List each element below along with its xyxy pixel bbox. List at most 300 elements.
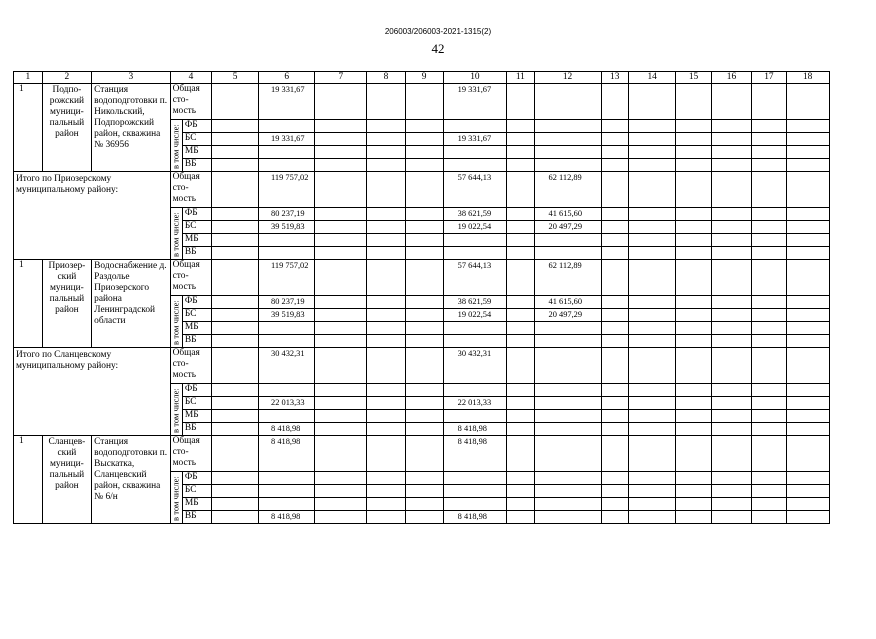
- cell-col-16: [711, 247, 752, 260]
- in-total-text: в том числе:: [170, 388, 181, 433]
- cell-col-5: [212, 335, 259, 348]
- cell-col-9: [405, 260, 443, 296]
- cell-col-11: [507, 120, 534, 133]
- column-header-8: 8: [367, 72, 405, 84]
- cell-col-13: [601, 498, 628, 511]
- cell-col-10: 19 022,54: [443, 309, 506, 322]
- cell-col-18: [786, 260, 829, 296]
- cell-col-12: [534, 247, 601, 260]
- cell-col-15: [676, 397, 711, 410]
- cell-col-6: [259, 322, 315, 335]
- column-header-10: 10: [443, 72, 506, 84]
- cell-col-8: [367, 296, 405, 309]
- cell-col-9: [405, 146, 443, 159]
- cell-col-12: [534, 410, 601, 423]
- cell-col-11: [507, 247, 534, 260]
- itogo-total-row: [14, 172, 876, 208]
- cell-col-5: [212, 397, 259, 410]
- cell-col-10: 38 621,59: [443, 296, 506, 309]
- cell-col-9: [405, 133, 443, 146]
- cell-col-12: [534, 146, 601, 159]
- in-total-vertical-label: [170, 208, 182, 260]
- cell-col-10: [443, 335, 506, 348]
- cell-col-13: [601, 296, 628, 309]
- cell-col-8: [367, 120, 405, 133]
- funding-source-mb: МБ: [182, 498, 211, 511]
- cell-col-10: [443, 384, 506, 397]
- cell-col-11: [507, 234, 534, 247]
- column-header-9: 9: [405, 72, 443, 84]
- cell-col-9: [405, 172, 443, 208]
- cell-col-7: [315, 511, 367, 524]
- cell-col-10: 8 418,98: [443, 511, 506, 524]
- cell-col-17: [752, 384, 786, 397]
- cell-col-18: [786, 221, 829, 234]
- cell-col-17: [752, 172, 786, 208]
- cell-col-12: [534, 335, 601, 348]
- cell-col-16: [711, 234, 752, 247]
- total-cost-label: Общая сто-мость: [170, 348, 212, 384]
- cell-col-7: [315, 309, 367, 322]
- cell-col-16: [711, 172, 752, 208]
- cell-col-16: [711, 322, 752, 335]
- cell-col-14: [628, 234, 675, 247]
- cell-col-17: [752, 335, 786, 348]
- cell-col-13: [601, 120, 628, 133]
- cell-col-17: [752, 423, 786, 436]
- cell-col-12: [534, 511, 601, 524]
- cell-col-6: 22 013,33: [259, 397, 315, 410]
- cell-col-13: [601, 322, 628, 335]
- funding-source-mb: МБ: [182, 146, 211, 159]
- cell-col-7: [315, 146, 367, 159]
- cell-col-6: [259, 335, 315, 348]
- cell-col-7: [315, 260, 367, 296]
- cell-col-14: [628, 410, 675, 423]
- cell-col-17: [752, 498, 786, 511]
- cell-col-7: [315, 335, 367, 348]
- cell-col-18: [786, 397, 829, 410]
- cell-col-10: [443, 159, 506, 172]
- column-header-15: 15: [676, 72, 711, 84]
- cell-col-6: [259, 159, 315, 172]
- district-name: Сланцев-ский муници-пальный район: [42, 436, 92, 524]
- cell-col-10: [443, 247, 506, 260]
- cell-col-11: [507, 296, 534, 309]
- cell-col-14: [628, 84, 675, 120]
- total-cost-label: Общая сто-мость: [170, 436, 212, 472]
- cell-col-10: 57 644,13: [443, 260, 506, 296]
- cell-col-7: [315, 221, 367, 234]
- cell-col-14: [628, 120, 675, 133]
- cell-col-6: [259, 146, 315, 159]
- cell-col-8: [367, 260, 405, 296]
- cell-col-14: [628, 335, 675, 348]
- cell-col-15: [676, 133, 711, 146]
- cell-col-8: [367, 172, 405, 208]
- cell-col-15: [676, 348, 711, 384]
- cell-col-6: 39 519,83: [259, 221, 315, 234]
- cell-col-9: [405, 84, 443, 120]
- cell-col-7: [315, 397, 367, 410]
- funding-source-fb: ФБ: [182, 384, 211, 397]
- object-total-row: [14, 84, 876, 120]
- cell-col-9: [405, 397, 443, 410]
- cell-col-12: 62 112,89: [534, 172, 601, 208]
- cell-col-7: [315, 322, 367, 335]
- cell-col-15: [676, 146, 711, 159]
- column-header-13: 13: [601, 72, 628, 84]
- cell-col-8: [367, 84, 405, 120]
- cell-col-12: [534, 397, 601, 410]
- cell-col-8: [367, 384, 405, 397]
- cell-col-10: 57 644,13: [443, 172, 506, 208]
- cell-col-15: [676, 296, 711, 309]
- cell-col-10: 30 432,31: [443, 348, 506, 384]
- cell-col-14: [628, 397, 675, 410]
- cell-col-10: 19 022,54: [443, 221, 506, 234]
- cell-col-13: [601, 410, 628, 423]
- cell-col-7: [315, 247, 367, 260]
- cell-col-8: [367, 423, 405, 436]
- cell-col-11: [507, 511, 534, 524]
- cell-col-14: [628, 208, 675, 221]
- cell-col-18: [786, 309, 829, 322]
- funding-source-fb: ФБ: [182, 208, 211, 221]
- cell-col-10: [443, 485, 506, 498]
- cell-col-17: [752, 120, 786, 133]
- cell-col-18: [786, 410, 829, 423]
- cell-col-6: 80 237,19: [259, 296, 315, 309]
- total-cost-label: Общая сто-мость: [170, 84, 212, 120]
- funding-source-bs: БС: [182, 485, 211, 498]
- cell-col-17: [752, 348, 786, 384]
- cell-col-9: [405, 120, 443, 133]
- cell-col-18: [786, 511, 829, 524]
- cell-col-18: [786, 423, 829, 436]
- cell-col-13: [601, 172, 628, 208]
- funding-source-fb: ФБ: [182, 472, 211, 485]
- cell-col-14: [628, 221, 675, 234]
- cell-col-18: [786, 159, 829, 172]
- cell-col-13: [601, 397, 628, 410]
- cell-col-9: [405, 296, 443, 309]
- cell-col-7: [315, 133, 367, 146]
- cell-col-13: [601, 511, 628, 524]
- total-cost-label: Общая сто-мость: [170, 260, 212, 296]
- cell-col-15: [676, 208, 711, 221]
- cell-col-16: [711, 423, 752, 436]
- cell-col-5: [212, 322, 259, 335]
- cell-col-14: [628, 485, 675, 498]
- funding-source-mb: МБ: [182, 322, 211, 335]
- cell-col-6: 39 519,83: [259, 309, 315, 322]
- cell-col-13: [601, 485, 628, 498]
- cell-col-5: [212, 472, 259, 485]
- cell-col-12: [534, 348, 601, 384]
- funding-source-bs: БС: [182, 309, 211, 322]
- cell-col-15: [676, 423, 711, 436]
- cell-col-7: [315, 436, 367, 472]
- cell-col-18: [786, 133, 829, 146]
- cell-col-13: [601, 84, 628, 120]
- funding-source-mb: МБ: [182, 410, 211, 423]
- cell-col-9: [405, 384, 443, 397]
- cell-col-13: [601, 335, 628, 348]
- cell-col-5: [212, 436, 259, 472]
- column-header-18: 18: [786, 72, 829, 84]
- object-name: Водоснабжение д. Раздолье Приозерского района Ленинградской области: [92, 260, 170, 348]
- cell-col-7: [315, 498, 367, 511]
- cell-col-7: [315, 159, 367, 172]
- cell-col-12: [534, 498, 601, 511]
- cell-col-15: [676, 335, 711, 348]
- table-body: [14, 72, 876, 524]
- cell-col-18: [786, 322, 829, 335]
- cell-col-11: [507, 309, 534, 322]
- cell-col-13: [601, 260, 628, 296]
- cell-col-16: [711, 348, 752, 384]
- total-cost-label: Общая сто-мость: [170, 172, 212, 208]
- cell-col-8: [367, 511, 405, 524]
- row-number: 1: [14, 260, 43, 348]
- cell-col-6: [259, 247, 315, 260]
- cell-col-16: [711, 260, 752, 296]
- cell-col-10: 19 331,67: [443, 84, 506, 120]
- cell-col-10: 8 418,98: [443, 436, 506, 472]
- cell-col-8: [367, 335, 405, 348]
- cell-col-7: [315, 172, 367, 208]
- funding-source-vb: ВБ: [182, 423, 211, 436]
- cell-col-10: [443, 472, 506, 485]
- cell-col-18: [786, 485, 829, 498]
- cell-col-9: [405, 221, 443, 234]
- page-number: 42: [431, 41, 445, 56]
- cell-col-17: [752, 397, 786, 410]
- cell-col-6: [259, 485, 315, 498]
- cell-col-5: [212, 498, 259, 511]
- cell-col-5: [212, 221, 259, 234]
- cell-col-10: 8 418,98: [443, 423, 506, 436]
- cell-col-8: [367, 146, 405, 159]
- cell-col-12: 62 112,89: [534, 260, 601, 296]
- cell-col-18: [786, 208, 829, 221]
- cell-col-11: [507, 335, 534, 348]
- cell-col-10: 22 013,33: [443, 397, 506, 410]
- cell-col-6: [259, 498, 315, 511]
- cell-col-16: [711, 133, 752, 146]
- cell-col-9: [405, 423, 443, 436]
- cell-col-11: [507, 322, 534, 335]
- cell-col-5: [212, 120, 259, 133]
- cell-col-11: [507, 410, 534, 423]
- cell-col-12: [534, 384, 601, 397]
- cell-col-18: [786, 436, 829, 472]
- cell-col-10: 38 621,59: [443, 208, 506, 221]
- cell-col-6: 119 757,02: [259, 172, 315, 208]
- funding-source-vb: ВБ: [182, 159, 211, 172]
- object-name: Станция водоподготовки п. Никольский, Подпорожский район, скважина № 36956: [92, 84, 170, 172]
- cell-col-8: [367, 247, 405, 260]
- cell-col-15: [676, 159, 711, 172]
- cell-col-15: [676, 436, 711, 472]
- cell-col-11: [507, 260, 534, 296]
- cell-col-10: [443, 498, 506, 511]
- cell-col-13: [601, 423, 628, 436]
- funding-source-bs: БС: [182, 221, 211, 234]
- cell-col-18: [786, 335, 829, 348]
- cell-col-6: [259, 234, 315, 247]
- cell-col-17: [752, 234, 786, 247]
- cell-col-11: [507, 384, 534, 397]
- cell-col-14: [628, 247, 675, 260]
- cell-col-12: [534, 133, 601, 146]
- in-total-text: в том числе:: [170, 124, 181, 169]
- district-name: Приозер-ский муници-пальный район: [42, 260, 92, 348]
- cell-col-6: [259, 120, 315, 133]
- cell-col-13: [601, 384, 628, 397]
- cell-col-16: [711, 498, 752, 511]
- cell-col-11: [507, 498, 534, 511]
- cell-col-18: [786, 84, 829, 120]
- cell-col-14: [628, 296, 675, 309]
- funding-source-vb: ВБ: [182, 511, 211, 524]
- cell-col-14: [628, 348, 675, 384]
- cell-col-11: [507, 159, 534, 172]
- cell-col-5: [212, 172, 259, 208]
- column-header-12: 12: [534, 72, 601, 84]
- cell-col-14: [628, 309, 675, 322]
- cell-col-17: [752, 84, 786, 120]
- cell-col-13: [601, 348, 628, 384]
- cell-col-17: [752, 309, 786, 322]
- column-header-17: 17: [752, 72, 786, 84]
- cell-col-15: [676, 498, 711, 511]
- cell-col-17: [752, 159, 786, 172]
- cell-col-12: [534, 436, 601, 472]
- cell-col-12: 41 615,60: [534, 208, 601, 221]
- cell-col-8: [367, 485, 405, 498]
- cell-col-12: [534, 84, 601, 120]
- cell-col-15: [676, 221, 711, 234]
- cell-col-12: [534, 120, 601, 133]
- cell-col-17: [752, 260, 786, 296]
- cell-col-13: [601, 133, 628, 146]
- cell-col-18: [786, 498, 829, 511]
- cell-col-10: [443, 146, 506, 159]
- object-total-row: [14, 260, 876, 296]
- cell-col-17: [752, 322, 786, 335]
- cell-col-8: [367, 159, 405, 172]
- cell-col-6: 119 757,02: [259, 260, 315, 296]
- cell-col-11: [507, 133, 534, 146]
- cell-col-5: [212, 296, 259, 309]
- cell-col-18: [786, 172, 829, 208]
- cell-col-5: [212, 234, 259, 247]
- cell-col-16: [711, 335, 752, 348]
- cell-col-18: [786, 472, 829, 485]
- cell-col-5: [212, 423, 259, 436]
- column-header-1: 1: [14, 72, 43, 84]
- cell-col-5: [212, 260, 259, 296]
- cell-col-14: [628, 260, 675, 296]
- column-header-16: 16: [711, 72, 752, 84]
- cell-col-9: [405, 322, 443, 335]
- column-header-14: 14: [628, 72, 675, 84]
- cell-col-8: [367, 498, 405, 511]
- cell-col-7: [315, 485, 367, 498]
- cell-col-12: [534, 234, 601, 247]
- funding-source-fb: ФБ: [182, 120, 211, 133]
- cell-col-11: [507, 436, 534, 472]
- column-header-6: 6: [259, 72, 315, 84]
- cell-col-12: [534, 322, 601, 335]
- cell-col-16: [711, 159, 752, 172]
- cell-col-10: 19 331,67: [443, 133, 506, 146]
- header-row: [14, 72, 876, 84]
- cell-col-16: [711, 384, 752, 397]
- cell-col-8: [367, 309, 405, 322]
- cell-col-12: [534, 159, 601, 172]
- cell-col-8: [367, 397, 405, 410]
- cell-col-17: [752, 247, 786, 260]
- cell-col-13: [601, 146, 628, 159]
- cell-col-6: 8 418,98: [259, 423, 315, 436]
- cell-col-17: [752, 485, 786, 498]
- cell-col-5: [212, 485, 259, 498]
- cell-col-14: [628, 146, 675, 159]
- funding-source-vb: ВБ: [182, 247, 211, 260]
- cell-col-8: [367, 234, 405, 247]
- cell-col-7: [315, 348, 367, 384]
- cell-col-15: [676, 322, 711, 335]
- column-header-4: 4: [170, 72, 212, 84]
- budget-table: [13, 71, 876, 524]
- cell-col-13: [601, 436, 628, 472]
- in-total-text: в том числе:: [170, 476, 181, 521]
- cell-col-16: [711, 221, 752, 234]
- cell-col-7: [315, 296, 367, 309]
- funding-source-bs: БС: [182, 397, 211, 410]
- row-number: 1: [14, 436, 43, 524]
- column-header-5: 5: [212, 72, 259, 84]
- cell-col-16: [711, 436, 752, 472]
- cell-col-18: [786, 247, 829, 260]
- column-header-3: 3: [92, 72, 170, 84]
- in-total-text: в том числе:: [170, 212, 181, 257]
- cell-col-11: [507, 208, 534, 221]
- cell-col-14: [628, 384, 675, 397]
- cell-col-15: [676, 234, 711, 247]
- cell-col-18: [786, 146, 829, 159]
- cell-col-14: [628, 498, 675, 511]
- in-total-vertical-label: [170, 384, 182, 436]
- cell-col-9: [405, 436, 443, 472]
- cell-col-17: [752, 221, 786, 234]
- funding-source-fb: ФБ: [182, 296, 211, 309]
- column-header-11: 11: [507, 72, 534, 84]
- cell-col-7: [315, 472, 367, 485]
- cell-col-15: [676, 410, 711, 423]
- cell-col-16: [711, 296, 752, 309]
- funding-source-vb: ВБ: [182, 335, 211, 348]
- cell-col-14: [628, 322, 675, 335]
- cell-col-8: [367, 322, 405, 335]
- cell-col-8: [367, 348, 405, 384]
- cell-col-7: [315, 120, 367, 133]
- object-name: Станция водоподготовки п. Выскатка, Сланцевский район, скважина № 6/н: [92, 436, 170, 524]
- cell-col-9: [405, 485, 443, 498]
